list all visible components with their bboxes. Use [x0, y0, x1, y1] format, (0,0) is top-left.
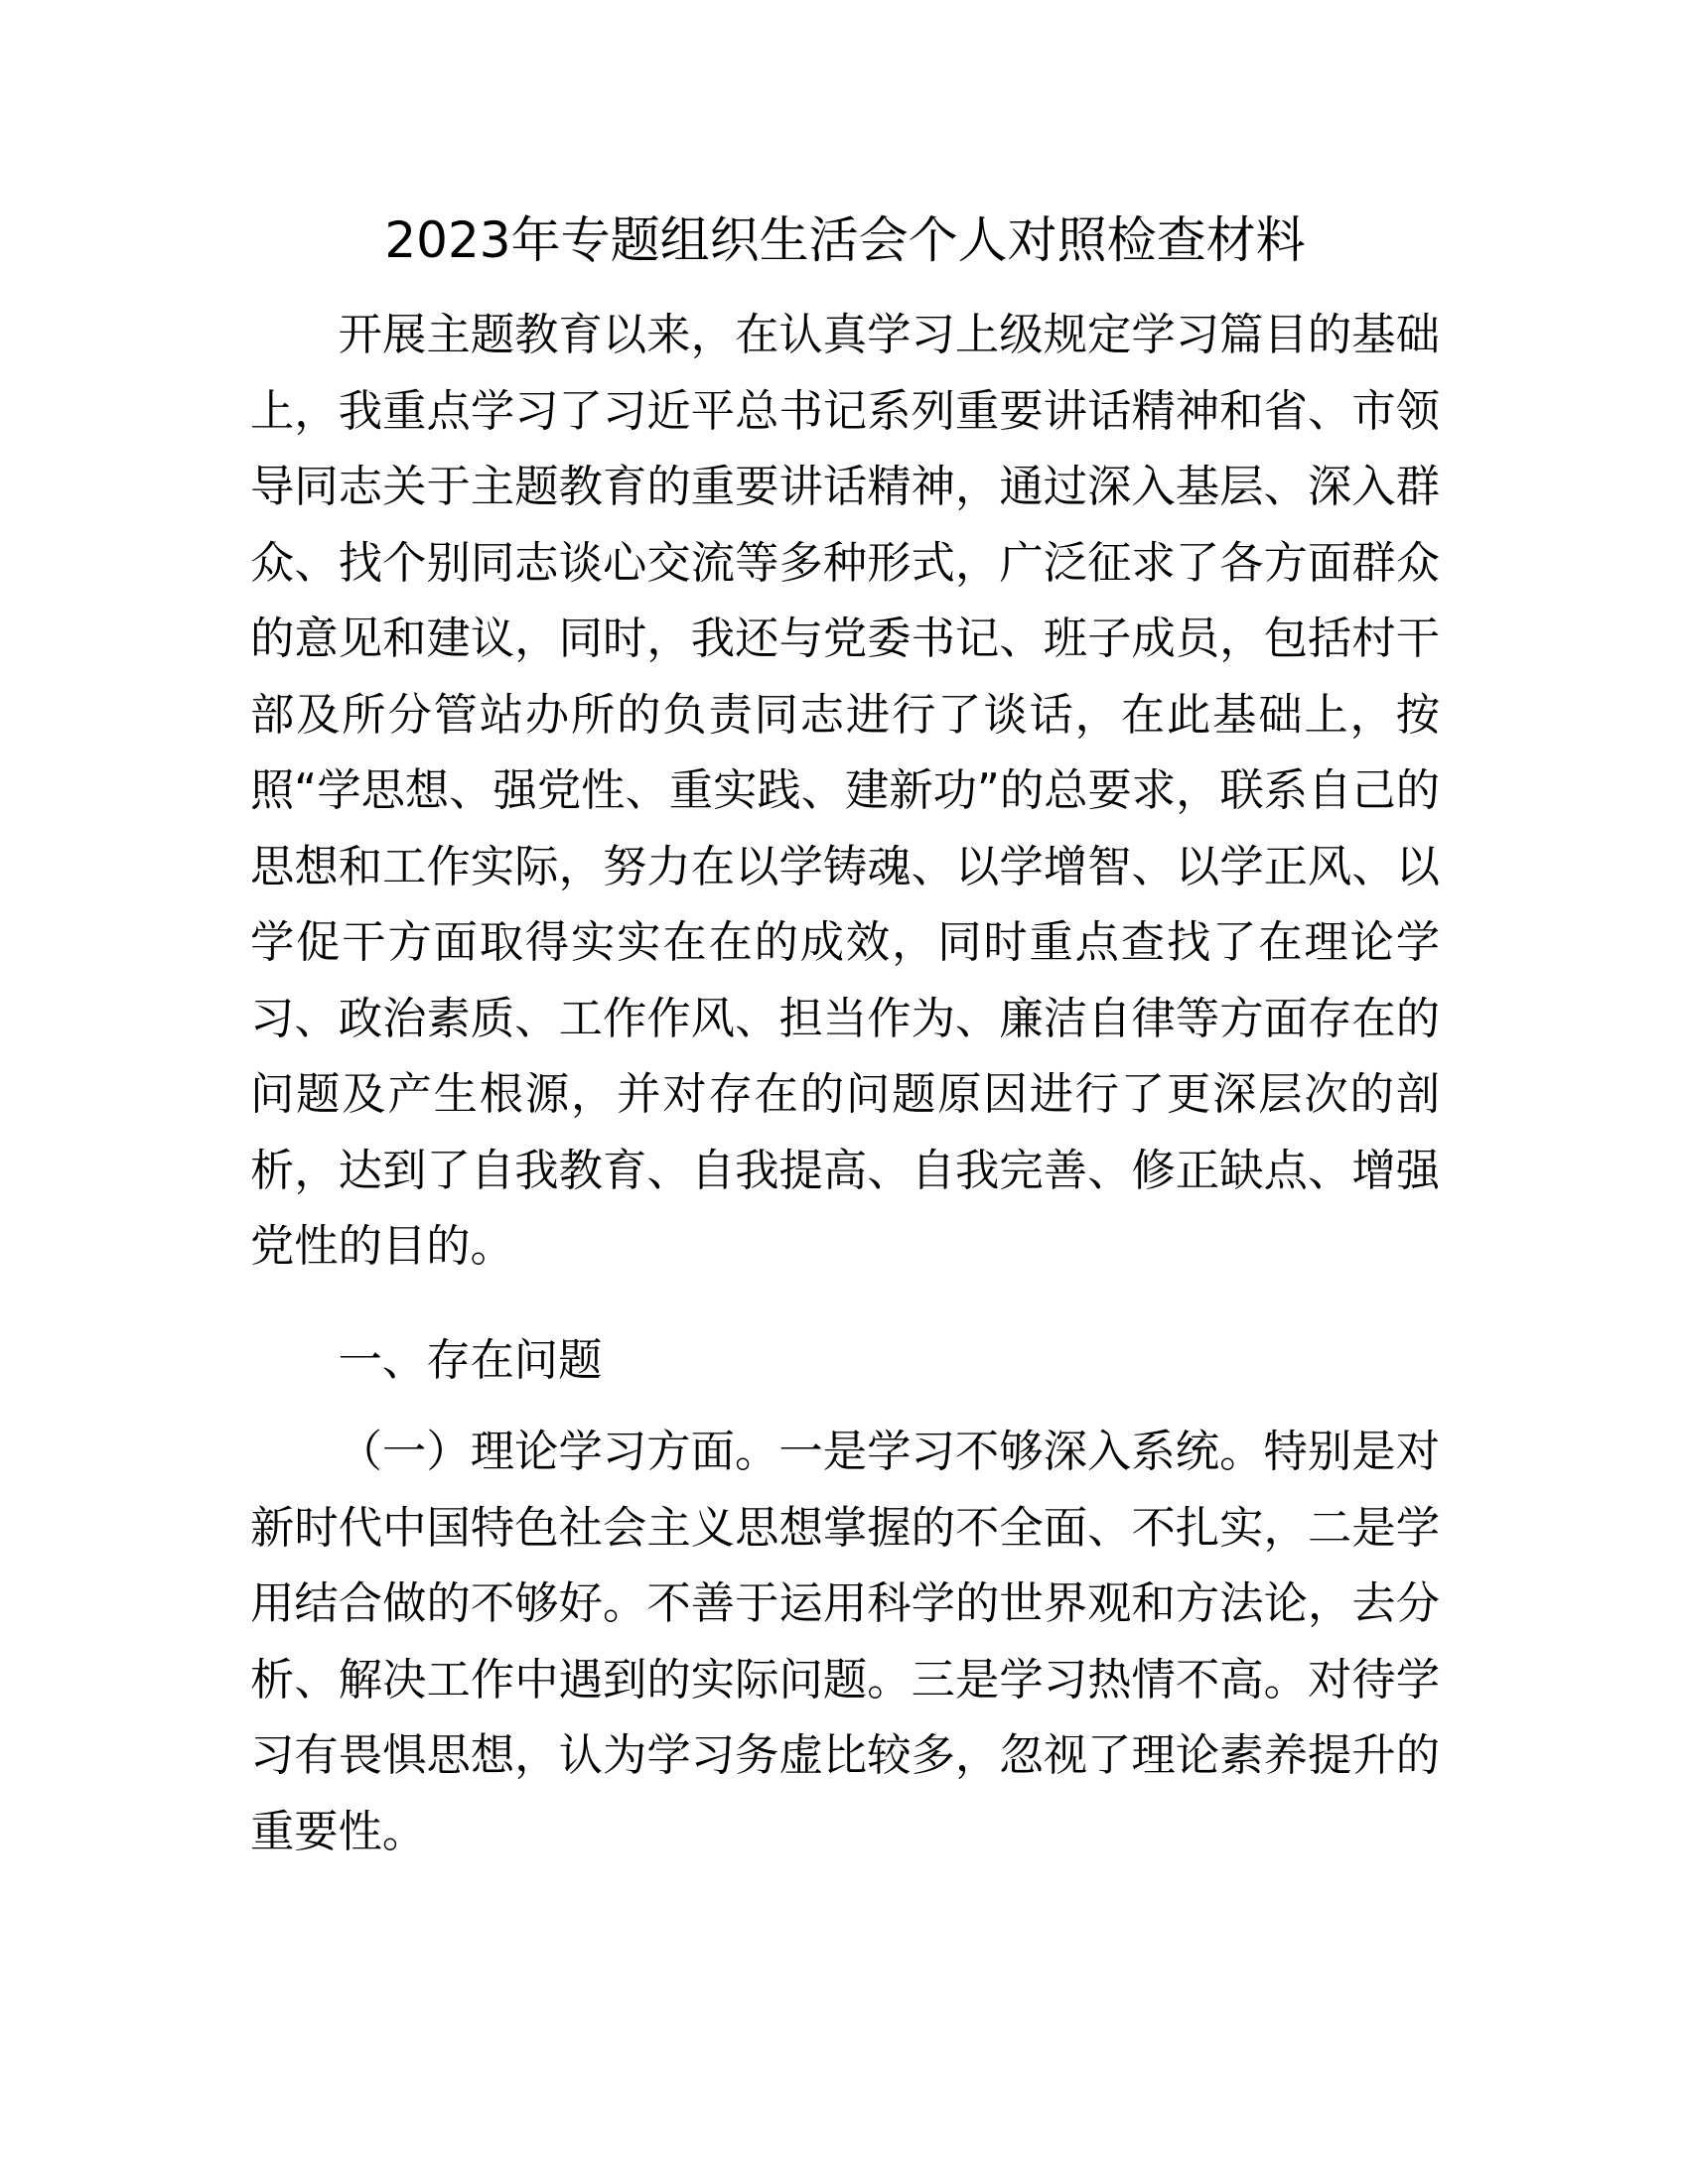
document-title: 2023年专题组织生活会个人对照检查材料	[384, 211, 1306, 269]
intro-paragraph: 开展主题教育以来，在认真学习上级规定学习篇目的基础上，我重点学习了习近平总书记系列重要讲话精神和省、市领导同志关于主题教育的重要讲话精神，通过深入基层、深入群众、找个别同志谈心交流等多种形式，广泛征求了各方面群众的意见和建议，同时，我还与党委书记、班子成员，包括村干部及所分管站办所的负责同志进行了谈话，在此基础上，按照“学思想、强党性、重实践、建新功”的总要求，联系自己的思想和工作实际，努力在以学铸魂、以学增智、以学正风、以学促干方面取得实实在在的成效，同时重点查找了在理论学习、政治素质、工作作风、担当作为、廉洁自律等方面存在的问题及产生根源，并对存在的问题原因进行了更深层次的剖析，达到了自我教育、自我提高、自我完善、修正缺点、增强党性的目的。	[250, 310, 1440, 1272]
section-heading-existing-problems: 一、存在问题	[338, 1335, 603, 1386]
theory-study-paragraph: （一）理论学习方面。一是学习不够深入系统。特别是对新时代中国特色社会主义思想掌握的不全面、不扎实，二是学用结合做的不够好。不善于运用科学的世界观和方法论，去分析、解决工作中遇到的实际问题。三是学习热情不高。对待学习有畏惧思想，认为学习务虚比较多，忽视了理论素养提升的重要性。	[250, 1427, 1440, 1857]
